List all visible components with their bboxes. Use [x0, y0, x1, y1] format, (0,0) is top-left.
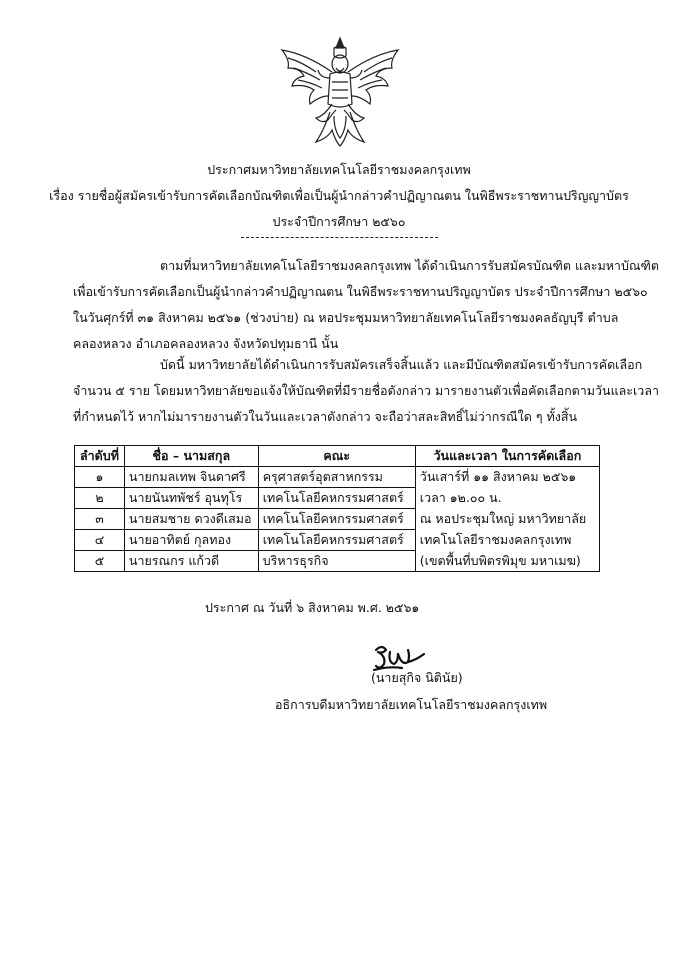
- row-order: ๕: [75, 551, 125, 572]
- row-faculty: เทคโนโลยีคหกรรมศาสตร์: [258, 530, 415, 551]
- table-row: [75, 509, 600, 530]
- table-row: [75, 467, 600, 488]
- header-name: ชื่อ – นามสกุล: [124, 446, 258, 467]
- table-row: [75, 488, 600, 509]
- table-header-row: [75, 446, 600, 467]
- signer-name: (นายสุกิจ นิตินัย): [371, 670, 463, 685]
- row-schedule: วันเสาร์ที่ ๑๑ สิงหาคม ๒๕๖๑: [415, 467, 599, 488]
- announcement-date: ประกาศ ณ วันที่ ๖ สิงหาคม พ.ศ. ๒๕๖๑: [205, 600, 420, 615]
- table-row: [75, 530, 600, 551]
- garuda-emblem-icon: [276, 34, 404, 150]
- paragraph-1-line: ตามที่มหาวิทยาลัยเทคโนโลยีราชมงคลกรุงเทพ ได้ดำเนินการรับสมัครบัณฑิต และมหาบัณฑิต: [160, 258, 659, 273]
- header-faculty: คณะ: [258, 446, 415, 467]
- row-order: ๓: [75, 509, 125, 530]
- row-name: นายสมชาย ดวงดีเสมอ: [124, 509, 258, 530]
- row-schedule: เวลา ๑๒.๐๐ น.: [415, 488, 599, 509]
- row-name: นายอาทิตย์ กุลทอง: [124, 530, 258, 551]
- row-faculty: เทคโนโลยีคหกรรมศาสตร์: [258, 509, 415, 530]
- row-order: ๑: [75, 467, 125, 488]
- paragraph-2-line: ที่กำหนดไว้ หากไม่มารายงานตัวในวันและเวลาดังกล่าว จะถือว่าสละสิทธิ์ไม่ว่ากรณีใด ๆ ทั้งสิ้น: [73, 409, 578, 424]
- row-name: นายรณกร แก้วดี: [124, 551, 258, 572]
- paragraph-2-line: บัดนี้ มหาวิทยาลัยได้ดำเนินการรับสมัครเสร็จสิ้นแล้ว และมีบัณฑิตสมัครเข้ารับการคัดเลือก: [160, 357, 643, 372]
- paragraph-1-line: คลองหลวง อำเภอคลองหลวง จังหวัดปทุมธานี นั้น: [73, 336, 339, 351]
- announcement-subject: เรื่อง รายชื่อผู้สมัครเข้ารับการคัดเลือกบัณฑิตเพื่อเป็นผู้นำกล่าวคำปฏิญาณตน ในพิธีพระราชทานปริญญาบัตร: [49, 188, 629, 203]
- academic-year: ประจำปีการศึกษา ๒๕๖๐: [272, 214, 406, 229]
- paragraph-1-line: ในวันศุกร์ที่ ๓๑ สิงหาคม ๒๕๖๑ (ช่วงบ่าย) ณ หอประชุมมหาวิทยาลัยเทคโนโลยีราชมงคลธัญบุรี ตำบล: [73, 310, 619, 325]
- table-row: [75, 551, 600, 572]
- row-name: นายกมลเทพ จินดาศรี: [124, 467, 258, 488]
- header-order: ลำดับที่: [75, 446, 125, 467]
- row-faculty: ครุศาสตร์อุตสาหกรรม: [258, 467, 415, 488]
- candidate-table: [74, 445, 600, 572]
- signer-position: อธิการบดีมหาวิทยาลัยเทคโนโลยีราชมงคลกรุงเทพ: [275, 697, 548, 712]
- announcement-heading: ประกาศมหาวิทยาลัยเทคโนโลยีราชมงคลกรุงเทพ: [207, 162, 471, 177]
- row-order: ๒: [75, 488, 125, 509]
- header-schedule: วันและเวลา ในการคัดเลือก: [415, 446, 599, 467]
- paragraph-1-line: เพื่อเข้ารับการคัดเลือกเป็นผู้นำกล่าวคำปฏิญาณตน ในพิธีพระราชทานปริญญาบัตร ประจำปีการศึกษา ๒๕๖๐: [73, 284, 648, 299]
- row-faculty: เทคโนโลยีคหกรรมศาสตร์: [258, 488, 415, 509]
- row-faculty: บริหารธุรกิจ: [258, 551, 415, 572]
- row-schedule: (เขตพื้นที่บพิตรพิมุข มหาเมฆ): [415, 551, 599, 572]
- row-schedule: เทคโนโลยีราชมงคลกรุงเทพ: [415, 530, 599, 551]
- row-name: นายนันทพัชร์ อุนทุโร: [124, 488, 258, 509]
- row-order: ๔: [75, 530, 125, 551]
- paragraph-2-line: จำนวน ๕ ราย โดยมหาวิทยาลัยขอแจ้งให้บัณฑิตที่มีรายชื่อดังกล่าว มารายงานตัวเพื่อคัดเลือกตามวันและเวลา: [73, 383, 659, 398]
- row-schedule: ณ หอประชุมใหญ่ มหาวิทยาลัย: [415, 509, 599, 530]
- separator-line: [241, 237, 438, 238]
